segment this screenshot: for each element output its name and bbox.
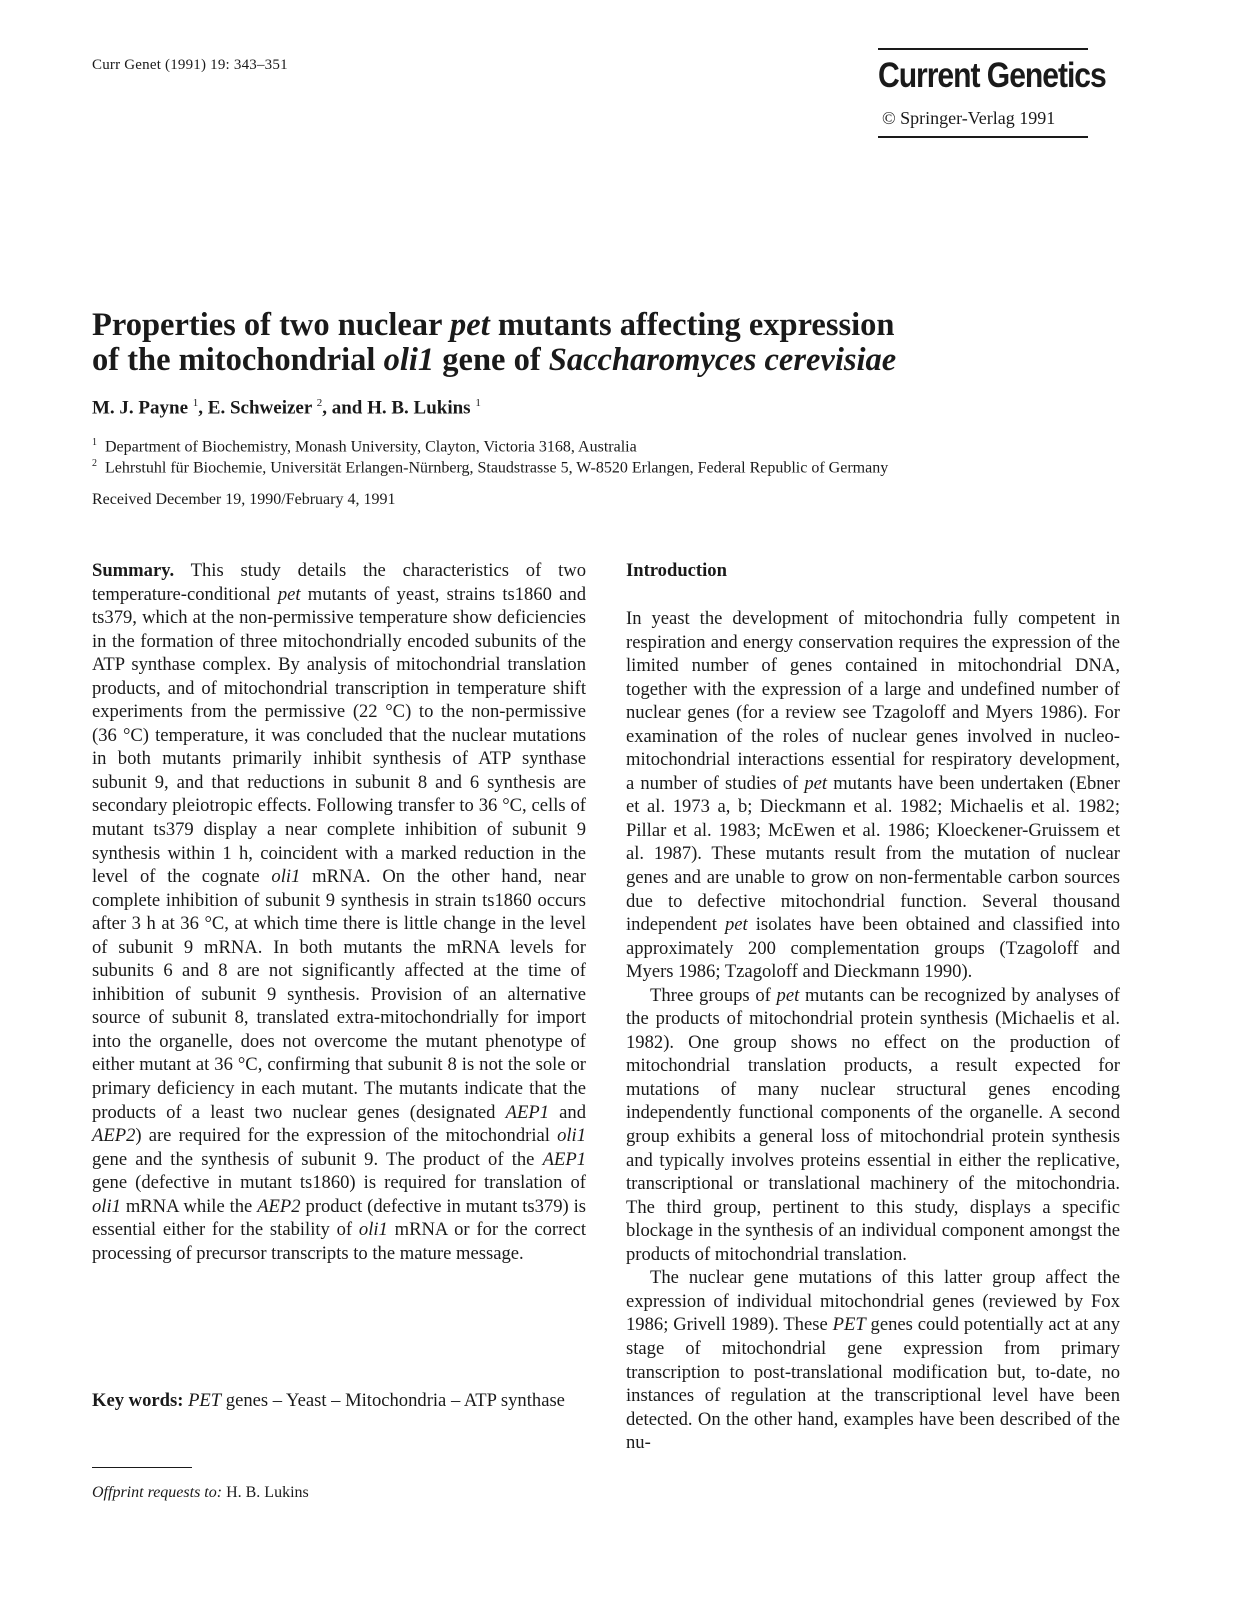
author-name: H. B. Lukins (367, 397, 471, 419)
introduction-heading: Introduction (626, 560, 727, 581)
author-list: M. J. Payne $^1$, E. Schweizer $^2$, and H. B. Lukins $^1$ (92, 397, 481, 419)
author-affil-marker: 1 (475, 397, 481, 409)
received-dates: Received December 19, 1990/February 4, 1991 (92, 491, 396, 508)
publisher-copyright: © Springer-Verlag 1991 (882, 108, 1056, 128)
author-affil-marker: 2 (316, 397, 323, 409)
affiliation-2: $^2$ Lehrstuhl für Biochemie, Universität Erlangen-Nürnberg, Staudstrasse 5, W-8520 Erlangen, Federal Republic of Germany (92, 458, 889, 477)
header-rule-bottom (878, 136, 1088, 138)
author-affil-marker: 1 (192, 397, 199, 409)
footnote-rule (92, 1467, 192, 1468)
introduction-section (626, 559, 1120, 1455)
summary-block: Summary. This study details the characteristics of two temperature-conditional pet mutants of yeast, strains ts1860 and ts379, which at the non-permissive temperature show deficiencies in the formation of three mitochondrially encoded subunits of the ATP synthase complex. By analysis of mitochondrial translation products, and of mitochondrial transcription in temperature shift experiments from the permissive (22 °C) to the non-permissive (36 °C) temperature, it was concluded that the nuclear mutations in both mutants primarily inhibit synthesis of ATP synthase subunit 9, and that reductions in subunit 8 and 6 synthesis are secondary pleiotropic effects. Following transfer to 36 °C, cells of mutant ts379 display a near complete inhibition of subunit 9 synthesis within 1 h, coincident with a marked reduction in the level of the cognate oli1 mRNA. On the other hand, near complete inhibition of subunit 9 synthesis in strain ts1860 occurs after 3 h at 36 °C, at which time there is little change in the level of subunit 9 mRNA. In both mutants the mRNA levels for subunits 6 and 8 are not significantly affected at the time of inhibition of subunit 9 synthesis. Provision of an alternative source of subunit 8, translated extra-mitochondrially for import into the organelle, does not overcome the mutant phenotype of either mutant at 36 °C, confirming that subunit 8 is not the sole or primary deficiency in each mutant. The mutants indicate that the products of a least two nuclear genes (designated AEP1 and AEP2) are required for the expression of the mitochondrial oli1 gene and the synthesis of subunit 9. The product of the AEP1 gene (defective in mutant ts1860) is required for translation of oli1 mRNA while the AEP2 product (defective in mutant ts379) is essential either for the stability of oli1 mRNA or for the correct processing of precursor transcripts to the mature message. (92, 560, 587, 1264)
article-title: Properties of two nuclear pet mutants affecting expression of the mitochondrial oli1 gene of Saccharomyces cerevisiae (92, 307, 897, 378)
keywords: Key words: PET genes – Yeast – Mitochondria – ATP synthase (92, 1390, 565, 1411)
intro-paragraph-2: Three groups of pet mutants can be recognized by analyses of the products of mitochondrial protein synthesis (Michaelis et al. 1982). One group shows no effect on the production of mitochondrial translation products, a result expected for mutations of many nuclear structural genes encoding independently functional components of the organelle. A second group exhibits a general loss of mitochondrial protein synthesis and typically involves proteins essential in either the replicative, transcriptional or translational machinery of the mitochondria. The third group, pertinent to this study, displays a specific blockage in the synthesis of an individual component amongst the products of mitochondrial translation. (626, 984, 1120, 1265)
intro-paragraph-1: In yeast the development of mitochondria fully competent in respiration and energy conservation requires the expression of the limited number of genes contained in mitochondrial DNA, together with the expression of a large and undefined number of nuclear genes (for a review see Tzagoloff and Myers 1986). For examination of the roles of nuclear genes involved in nucleo-mitochondrial interactions essential for respiratory development, a number of studies of pet mutants have been undertaken (Ebner et al. 1973 a, b; Dieckmann et al. 1982; Michaelis et al. 1982; Pillar et al. 1983; McEwen et al. 1986; Kloeckener-Gruissem et al. 1987). These mutants result from the mutation of nuclear genes and are unable to grow on non-fermentable carbon sources due to defective mitochondrial function. Several thousand independent pet isolates have been obtained and classified into approximately 200 complementation groups (Tzagoloff and Myers 1986; Tzagoloff and Dieckmann 1990). (626, 608, 1120, 983)
offprint-requests: Offprint requests to: H. B. Lukins (92, 1484, 309, 1501)
affiliation-1: $^1$ Department of Biochemistry, Monash University, Clayton, Victoria 3168, Australia (92, 437, 637, 456)
summary-label: Summary. (92, 560, 175, 581)
journal-citation: Curr Genet (1991) 19: 343–351 (92, 57, 288, 73)
author-name: M. J. Payne (92, 397, 189, 419)
intro-paragraph-3: The nuclear gene mutations of this latter group affect the expression of individual mitochondrial genes (reviewed by Fox 1986; Grivell 1989). These PET genes could potentially act at any stage of mitochondrial gene expression from primary transcription to post-translational modification but, to-date, no instances of regulation at the transcriptional level have been detected. On the other hand, examples have been described of the nu- (626, 1267, 1121, 1454)
header-rule-top (878, 48, 1088, 50)
keywords-label: Key words: (92, 1390, 184, 1411)
journal-name: Current Genetics (878, 56, 1106, 95)
author-name: E. Schweizer (207, 397, 312, 419)
